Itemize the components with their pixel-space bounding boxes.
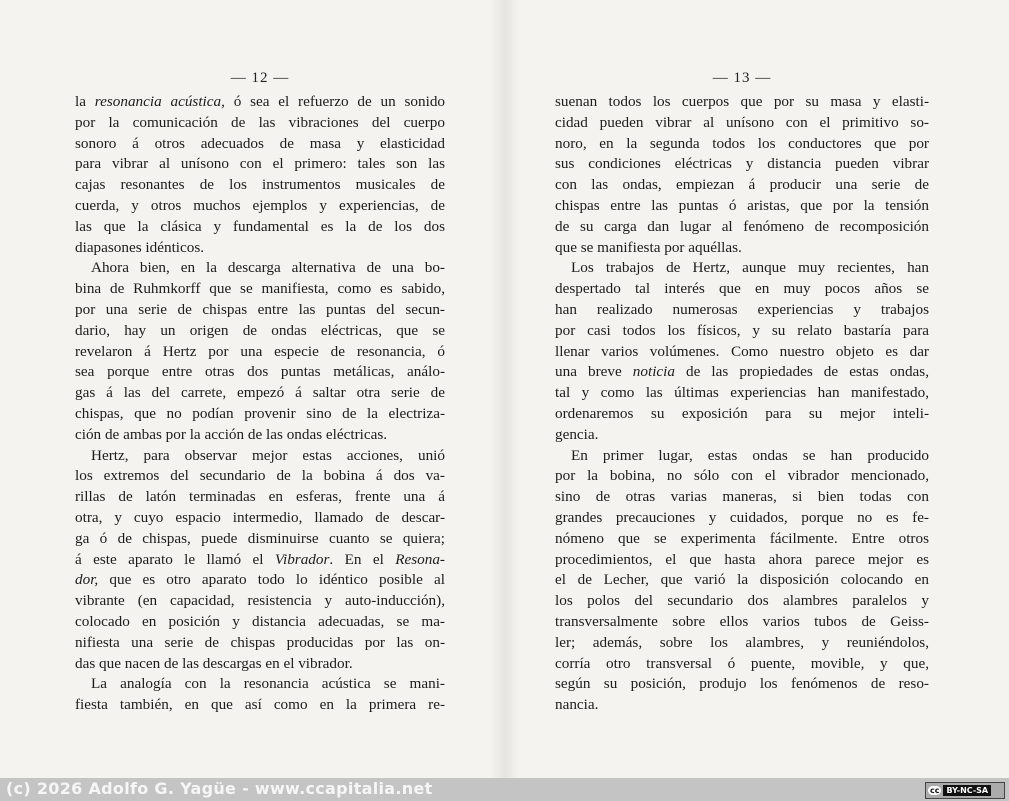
text-line (75, 550, 445, 571)
text-line (75, 404, 445, 425)
text-run: gas á las del carrete, empezó á saltar otra serie de (75, 384, 445, 402)
text-run: colocado en posición y distancia adecuadas, se ma- (75, 612, 445, 630)
text-line (75, 113, 445, 134)
text-line (75, 217, 445, 238)
text-line (75, 92, 445, 113)
text-line (555, 92, 929, 113)
text-run: según su posición, produjo los fenómenos de reso- (555, 675, 929, 693)
text-line (75, 674, 445, 695)
text-run: de las propiedades de estas ondas, (674, 363, 930, 381)
text-line (75, 134, 445, 155)
text-line (555, 175, 929, 196)
text-line (75, 487, 445, 508)
text-run: la (75, 93, 95, 110)
text-run: los extremos del secundario de la bobina á dos va- (75, 467, 445, 485)
text-run: otra, y cuyo espacio intermedio, llamado de descar- (75, 508, 445, 526)
text-run: cajas resonantes de los instrumentos musicales de (75, 176, 445, 194)
text-run: con las ondas, empiezan á producir una serie de (555, 176, 929, 194)
text-run: fiesta también, en que así como en la primera re- (75, 696, 445, 714)
text-run: . En el (329, 550, 396, 568)
text-line (555, 633, 929, 654)
text-run: transversalmente sobre ellos varios tubos de Geiss- (555, 612, 929, 630)
right-page (555, 0, 929, 778)
text-line (555, 217, 929, 238)
text-run: Hertz, para observar mejor estas acciones, unió (91, 446, 445, 464)
text-line (555, 134, 929, 155)
text-line (75, 529, 445, 550)
watermark-footer (0, 778, 1009, 801)
text-run: noro, en la segunda todos los conductores que por (555, 134, 929, 152)
text-line (75, 321, 445, 342)
text-line (75, 279, 445, 300)
text-line (555, 695, 929, 716)
text-line (75, 362, 445, 383)
text-line (555, 612, 929, 633)
page-number: — 12 — (230, 70, 290, 86)
text-line (75, 196, 445, 217)
text-run: Los trabajos de Hertz, aunque muy recientes, han (571, 259, 929, 277)
text-run: sus condiciones eléctricas y distancia pueden vibrar (555, 155, 929, 173)
text-line (555, 258, 929, 279)
text-run: cuerda, y otros muchos ejemplos y experiencias, de (75, 196, 445, 214)
text-run: los polos del secundario dos alambres paralelos y (555, 592, 929, 610)
text-run: nancia. (555, 696, 599, 714)
text-run: llenar varios volúmenes. Como nuestro objeto es dar (555, 342, 929, 360)
text-run: por la bobina, no sólo con el vibrador mencionado, (555, 467, 929, 485)
text-run: que es otro aparato todo lo idéntico posible al (98, 571, 445, 589)
text-line (75, 466, 445, 487)
text-line (555, 279, 929, 300)
text-line (555, 446, 929, 467)
text-line (555, 154, 929, 175)
text-line (75, 612, 445, 633)
text-line (75, 591, 445, 612)
text-line (75, 154, 445, 175)
text-line (75, 446, 445, 467)
text-run: nómeno que se experimenta fácilmente. Entre otros (555, 529, 929, 547)
text-run: por una serie de chispas entre las puntas del secun- (75, 300, 445, 318)
page-body (75, 92, 445, 716)
license-label: BY-NC-SA (943, 785, 991, 796)
text-line (75, 300, 445, 321)
text-run: las que la clásica y fundamental es la de los dos (75, 217, 445, 235)
text-run: Ahora bien, en la descarga alternativa de una bo- (91, 259, 445, 277)
text-run: das que nacen de las descargas en el vibrador. (75, 654, 353, 672)
text-run: gencia. (555, 425, 599, 443)
text-line (555, 238, 929, 259)
text-run: revelaron á Hertz por una especie de resonancia, ó (75, 342, 445, 360)
text-run: Resona- (395, 550, 445, 568)
text-line (555, 300, 929, 321)
text-run: En primer lugar, estas ondas se han producido (571, 446, 929, 464)
text-run: ler; además, sobre los alambres, y reuniéndolos, (555, 633, 929, 651)
text-line (555, 321, 929, 342)
text-line (555, 674, 929, 695)
text-run: tal y como las últimas experiencias han manifestado, (555, 384, 929, 402)
text-run: Vibrador (274, 550, 330, 568)
text-run: resonancia acústica, (94, 93, 225, 110)
text-line (75, 238, 445, 259)
text-run: chispas entre las puntas ó aristas, que por la tensión (555, 196, 929, 214)
text-line (555, 570, 929, 591)
text-line (75, 633, 445, 654)
text-run: por la comunicación de las vibraciones del cuerpo (75, 113, 445, 131)
text-line (75, 508, 445, 529)
text-run: por casi todos los físicos, y su relato bastaría para (555, 321, 929, 339)
text-line (555, 342, 929, 363)
license-badge (925, 782, 1005, 799)
text-run: cidad pueden vibrar al unísono con el primitivo so- (555, 113, 929, 131)
text-run: sonoro á otros adecuados de masa y elasticidad (75, 134, 445, 152)
text-line (555, 383, 929, 404)
text-run: corría otro transversal ó puente, movible, y que, (555, 654, 929, 672)
text-run: dario, hay un origen de ondas eléctricas, que se (75, 321, 445, 339)
text-run: ó sea el refuerzo de un sonido (224, 93, 446, 110)
text-run: vibrante (en capacidad, resistencia y auto-inducción), (75, 592, 445, 610)
text-run: nifiesta una serie de chispas producidas por las on- (75, 633, 445, 651)
text-run: rillas de latón terminadas en esferas, frente una á (75, 488, 445, 506)
text-line (555, 362, 929, 383)
text-run: sea porque entre otras dos puntas metálicas, análo- (75, 363, 445, 381)
text-line (555, 487, 929, 508)
text-run: procedimientos, el que hasta ahora parece mejor es (555, 550, 929, 568)
text-line (75, 425, 445, 446)
text-line (555, 466, 929, 487)
text-line (75, 175, 445, 196)
text-line (75, 342, 445, 363)
text-run: dor, (75, 571, 99, 589)
book-gutter (490, 0, 520, 778)
text-run: La analogía con la resonancia acústica se mani- (91, 675, 445, 693)
text-run: diapasones idénticos. (75, 238, 205, 256)
page-number: — 13 — (712, 70, 772, 86)
text-run: de su carga dan lugar al fenómeno de recomposición (555, 217, 929, 235)
text-run: á este aparato le llamó el (75, 550, 275, 568)
text-run: para vibrar al unísono con el primero: tales son las (75, 155, 445, 173)
text-line (75, 570, 445, 591)
text-line (555, 529, 929, 550)
text-line (555, 425, 929, 446)
text-line (555, 550, 929, 571)
text-line (555, 113, 929, 134)
text-run: suenan todos los cuerpos que por su masa y elasti- (555, 93, 929, 110)
text-run: una breve (555, 363, 633, 381)
page-body (555, 92, 929, 716)
text-line (75, 695, 445, 716)
text-run: que se manifiesta por aquéllas. (555, 238, 742, 256)
text-line (555, 591, 929, 612)
text-run: sino de otras varias maneras, si bien todas con (555, 488, 929, 506)
text-run: bina de Ruhmkorff que se manifiesta, como es sabido, (75, 280, 445, 298)
left-page (75, 0, 445, 778)
text-line (555, 404, 929, 425)
text-line (555, 654, 929, 675)
text-run: noticia (632, 363, 675, 381)
text-run: chispas, que no podían provenir sino de la electriza- (75, 404, 445, 422)
text-run: ordenaremos su exposición para su mejor inteli- (555, 404, 929, 422)
text-line (75, 258, 445, 279)
text-line (555, 196, 929, 217)
text-run: ga ó de chispas, puede disminuirse cuanto se quiera; (75, 529, 445, 547)
text-line (555, 508, 929, 529)
text-run: ción de ambas por la acción de las ondas eléctricas. (75, 425, 388, 443)
cc-icon: cc (930, 786, 940, 795)
text-run: el de Lecher, que varió la disposición colocando en (555, 571, 929, 589)
copyright-credit: (c) 2026 Adolfo G. Yagüe - www.ccapitalia.net (6, 779, 433, 798)
text-run: grandes precauciones y cuidados, porque no es fe- (555, 508, 929, 526)
text-run: despertado tal interés que en muy pocos años se (555, 280, 929, 298)
text-line (75, 654, 445, 675)
text-line (75, 383, 445, 404)
text-run: han realizado numerosas experiencias y trabajos (555, 300, 929, 318)
